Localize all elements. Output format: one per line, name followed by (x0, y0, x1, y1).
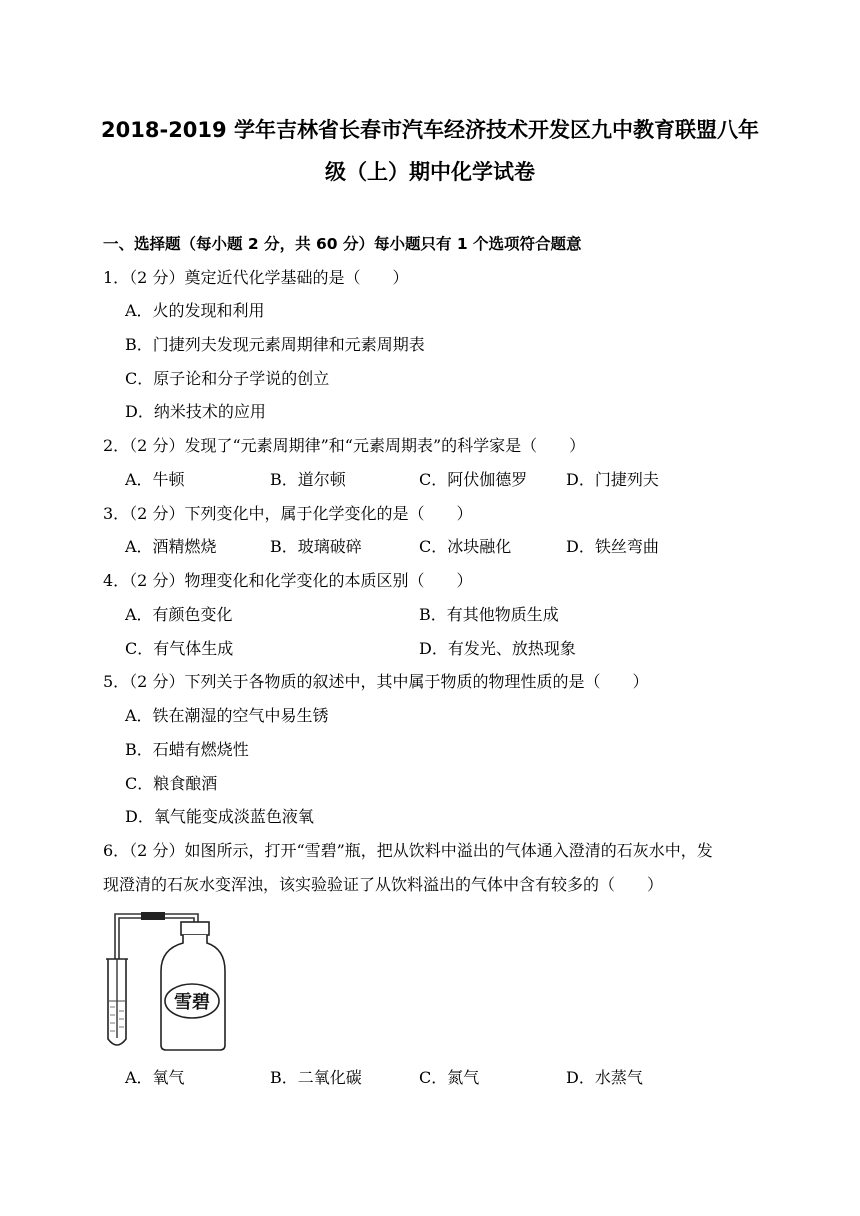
question-5-option-c: C．粮食酿酒 (125, 774, 218, 793)
bottle-label-text: 雪碧 (174, 992, 210, 1013)
question-4-option-d: D．有发光、放热现象 (419, 639, 576, 658)
paper-title-line-1: 2018-2019 学年吉林省长春市汽车经济技术开发区九中教育联盟八年 (101, 118, 759, 142)
question-3-stem: 3．（2 分）下列变化中，属于化学变化的是（ ） (103, 504, 473, 523)
test-tube (106, 959, 128, 1045)
question-2-stem: 2．（2 分）发现了“元素周期律”和“元素周期表”的科学家是（ ） (103, 436, 586, 455)
question-6-option-d: D．水蒸气 (566, 1068, 643, 1087)
question-6-stem-line-1: 6．（2 分）如图所示，打开“雪碧”瓶，把从饮料中溢出的气体通入澄清的石灰水中，发 (103, 841, 713, 860)
question-3-option-a: A．酒精燃烧 (125, 537, 217, 556)
question-4-option-b: B．有其他物质生成 (419, 605, 559, 624)
question-3-option-b: B．玻璃破碎 (270, 537, 362, 556)
question-2-option-a: A．牛顿 (125, 470, 185, 489)
paper-title-line-2: 级（上）期中化学试卷 (325, 160, 535, 184)
question-1-option-d: D．纳米技术的应用 (125, 402, 266, 421)
question-1-option-c: C．原子论和分子学说的创立 (125, 369, 330, 388)
question-5-option-b: B．石蜡有燃烧性 (125, 740, 249, 759)
question-4-stem: 4．（2 分）物理变化和化学变化的本质区别（ ） (103, 571, 473, 590)
question-3-option-d: D．铁丝弯曲 (566, 537, 659, 556)
section-heading: 一、选择题（每小题 2 分，共 60 分）每小题只有 1 个选项符合题意 (103, 235, 582, 253)
question-1-option-a: A．火的发现和利用 (125, 301, 265, 320)
question-1-stem: 1．（2 分）奠定近代化学基础的是（ ） (103, 268, 409, 287)
question-2-option-b: B．道尔顿 (270, 470, 346, 489)
question-5-option-a: A．铁在潮湿的空气中易生锈 (125, 706, 329, 725)
question-4-option-c: C．有气体生成 (125, 639, 234, 658)
question-1-option-b: B．门捷列夫发现元素周期律和元素周期表 (125, 335, 425, 354)
question-3-option-c: C．冰块融化 (419, 537, 512, 556)
question-6-option-a: A．氧气 (125, 1068, 185, 1087)
question-5-stem: 5．（2 分）下列关于各物质的叙述中，其中属于物质的物理性质的是（ ） (103, 672, 649, 691)
experiment-figure (103, 905, 229, 1055)
soda-bottle (161, 922, 225, 1050)
question-4-option-a: A．有颜色变化 (125, 605, 233, 624)
question-2-option-c: C．阿伏伽德罗 (419, 470, 528, 489)
question-2-option-d: D．门捷列夫 (566, 470, 659, 489)
question-6-stem-line-2: 现澄清的石灰水变浑浊，该实验验证了从饮料溢出的气体中含有较多的（ ） (103, 875, 664, 894)
rubber-connector (141, 912, 165, 920)
question-6-option-c: C．氮气 (419, 1068, 480, 1087)
bottle-and-test-tube-diagram (103, 905, 229, 1055)
question-5-option-d: D．氧气能变成淡蓝色液氧 (125, 807, 314, 826)
question-6-option-b: B．二氧化碳 (270, 1068, 362, 1087)
